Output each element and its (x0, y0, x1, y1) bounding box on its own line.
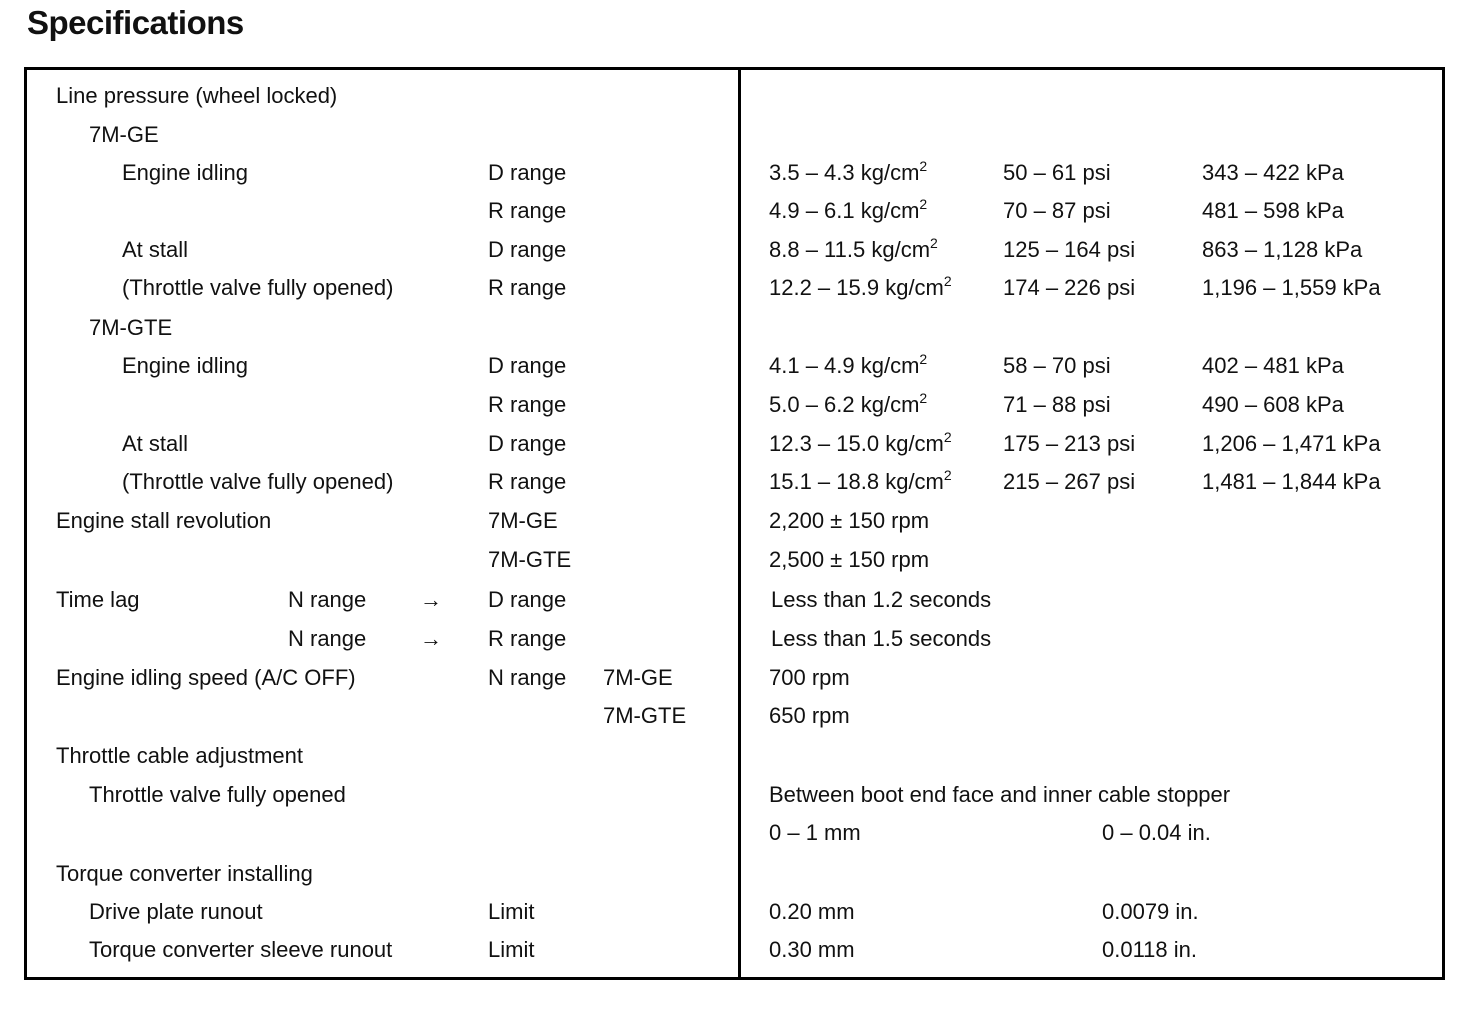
spec-cell (769, 547, 929, 573)
spec-cell-text: 7M-GE (488, 508, 558, 533)
spec-cell (1202, 237, 1362, 263)
spec-cell (488, 937, 534, 963)
superscript-exponent: 2 (943, 273, 952, 289)
spec-cell (769, 198, 927, 224)
spec-cell-text: 4.9 – 6.1 kg/cm (769, 198, 920, 223)
spec-cell (488, 431, 566, 457)
spec-cell-text: Limit (488, 899, 535, 924)
spec-cell (122, 353, 248, 379)
spec-cell (1202, 392, 1344, 418)
spec-cell (771, 587, 991, 613)
spec-cell-text: 174 – 226 psi (1003, 275, 1136, 300)
spec-cell (488, 237, 566, 263)
spec-cell-text: 0.20 mm (769, 899, 855, 924)
spec-cell-text: Throttle cable adjustment (56, 743, 304, 768)
superscript-exponent: 2 (919, 158, 928, 174)
spec-cell-text: R range (488, 469, 567, 494)
spec-cell (1003, 353, 1111, 379)
spec-cell-text: D range (488, 160, 567, 185)
spec-cell (488, 392, 566, 418)
spec-cell-text: 3.5 – 4.3 kg/cm (769, 160, 920, 185)
spec-cell-text: Torque converter sleeve runout (89, 937, 393, 962)
spec-cell-text: D range (488, 353, 567, 378)
spec-cell-text: 2,200 ± 150 rpm (769, 508, 930, 533)
spec-cell-text: R range (488, 275, 567, 300)
spec-cell-text: 1,481 – 1,844 kPa (1202, 469, 1381, 494)
spec-cell-text: R range (488, 198, 567, 223)
spec-cell-text: Engine stall revolution (56, 508, 272, 533)
spec-cell (769, 665, 850, 691)
spec-cell-text: 0 – 1 mm (769, 820, 861, 845)
spec-cell (488, 160, 566, 186)
spec-cell-text: → (420, 626, 442, 651)
spec-cell (769, 937, 855, 963)
spec-cell (488, 275, 566, 301)
spec-cell (488, 899, 534, 925)
spec-cell-text: R range (488, 626, 567, 651)
spec-cell (1003, 237, 1135, 263)
spec-cell-text: 490 – 608 kPa (1202, 392, 1344, 417)
spec-cell-text: 0 – 0.04 in. (1102, 820, 1211, 845)
spec-cell-text: 0.0079 in. (1102, 899, 1199, 924)
superscript-exponent: 2 (919, 351, 928, 367)
spec-cell-text: Line pressure (wheel locked) (56, 83, 338, 108)
spec-cell-text: 1,196 – 1,559 kPa (1202, 275, 1381, 300)
spec-cell-text: 7M-GTE (603, 703, 687, 728)
spec-cell (769, 508, 929, 534)
spec-cell (769, 782, 1230, 808)
spec-cell (122, 431, 188, 457)
spec-cell-text: 215 – 267 psi (1003, 469, 1136, 494)
spec-cell-text: Engine idling speed (A/C OFF) (56, 665, 356, 690)
spec-cell (56, 587, 140, 613)
spec-cell-text: 7M-GE (89, 122, 159, 147)
spec-cell (56, 508, 271, 534)
spec-cell (769, 392, 927, 418)
spec-cell-text: 7M-GTE (89, 315, 173, 340)
superscript-exponent: 2 (943, 467, 952, 483)
spec-cell (769, 237, 938, 263)
spec-cell-text: Limit (488, 937, 535, 962)
spec-cell-text: 481 – 598 kPa (1202, 198, 1344, 223)
spec-cell-text: 125 – 164 psi (1003, 237, 1136, 262)
spec-cell-text: D range (488, 587, 567, 612)
spec-cell (56, 83, 337, 109)
spec-cell-text: 71 – 88 psi (1003, 392, 1111, 417)
spec-cell (488, 508, 558, 534)
spec-cell-text: R range (488, 392, 567, 417)
spec-cell (1003, 431, 1135, 457)
superscript-exponent: 2 (930, 235, 938, 251)
spec-cell-text: N range (288, 587, 367, 612)
spec-cell (1003, 469, 1135, 495)
spec-cell-text: 7M-GTE (488, 547, 572, 572)
spec-cell-text: N range (288, 626, 367, 651)
spec-cell (1003, 275, 1135, 301)
spec-cell (1202, 353, 1344, 379)
spec-cell-text: D range (488, 237, 567, 262)
spec-cell (89, 315, 172, 341)
spec-cell-text: Time lag (56, 587, 140, 612)
spec-cell (1202, 198, 1344, 224)
column-divider (738, 67, 741, 980)
spec-cell (488, 665, 566, 691)
spec-cell (122, 275, 393, 301)
superscript-exponent: 2 (919, 196, 928, 212)
spec-cell-text: At stall (122, 431, 189, 456)
spec-cell-text: 8.8 – 11.5 kg/cm (769, 237, 931, 262)
spec-cell (488, 587, 566, 613)
spec-cell (56, 743, 303, 769)
spec-cell (56, 861, 313, 887)
spec-cell (1003, 160, 1111, 186)
spec-cell (122, 237, 188, 263)
spec-cell-text: (Throttle valve fully opened) (122, 275, 394, 300)
spec-cell (89, 122, 159, 148)
spec-cell (420, 626, 442, 652)
spec-cell-text: 15.1 – 18.8 kg/cm (769, 469, 944, 494)
spec-cell-text: Torque converter installing (56, 861, 313, 886)
spec-cell (603, 703, 686, 729)
spec-cell-text: (Throttle valve fully opened) (122, 469, 394, 494)
spec-cell-text: 70 – 87 psi (1003, 198, 1111, 223)
spec-cell-text: → (420, 587, 442, 612)
spec-cell (488, 198, 566, 224)
spec-cell-text: Between boot end face and inner cable stopper (769, 782, 1231, 807)
spec-cell-text: Less than 1.2 seconds (771, 587, 992, 612)
spec-cell (1202, 275, 1381, 301)
spec-cell (1202, 431, 1381, 457)
spec-cell (488, 469, 566, 495)
spec-cell (769, 431, 952, 457)
spec-cell (769, 469, 952, 495)
spec-cell-text: 4.1 – 4.9 kg/cm (769, 353, 920, 378)
spec-cell-text: 650 rpm (769, 703, 850, 728)
spec-cell-text: 7M-GE (603, 665, 673, 690)
spec-cell (769, 160, 927, 186)
spec-cell (769, 899, 855, 925)
spec-cell-text: 12.2 – 15.9 kg/cm (769, 275, 944, 300)
spec-cell (769, 275, 952, 301)
spec-cell (122, 160, 248, 186)
spec-cell (89, 782, 346, 808)
spec-cell-text: 1,206 – 1,471 kPa (1202, 431, 1381, 456)
spec-cell (771, 626, 991, 652)
spec-cell-text: 12.3 – 15.0 kg/cm (769, 431, 944, 456)
spec-cell (56, 665, 356, 691)
spec-cell-text: 0.30 mm (769, 937, 855, 962)
spec-cell (603, 665, 673, 691)
spec-cell (122, 469, 393, 495)
spec-cell (288, 587, 366, 613)
spec-cell-text: Less than 1.5 seconds (771, 626, 992, 651)
spec-cell (1003, 392, 1111, 418)
spec-cell-text: Throttle valve fully opened (89, 782, 346, 807)
spec-cell (420, 587, 442, 613)
spec-cell-text: D range (488, 431, 567, 456)
spec-cell-text: Engine idling (122, 353, 248, 378)
spec-cell (1102, 937, 1197, 963)
spec-cell (1003, 198, 1111, 224)
superscript-exponent: 2 (919, 390, 928, 406)
spec-cell-text: N range (488, 665, 567, 690)
spec-cell-text: 5.0 – 6.2 kg/cm (769, 392, 920, 417)
superscript-exponent: 2 (943, 429, 952, 445)
spec-cell (1202, 160, 1344, 186)
spec-cell-text: 863 – 1,128 kPa (1202, 237, 1363, 262)
spec-cell (488, 547, 571, 573)
spec-cell-text: 343 – 422 kPa (1202, 160, 1344, 185)
spec-cell-text: 700 rpm (769, 665, 850, 690)
spec-cell (769, 353, 927, 379)
spec-cell (769, 820, 861, 846)
spec-cell-text: 175 – 213 psi (1003, 431, 1136, 456)
page-title: Specifications (27, 4, 244, 41)
spec-cell-text: Drive plate runout (89, 899, 263, 924)
spec-cell (288, 626, 366, 652)
spec-cell-text: At stall (122, 237, 189, 262)
spec-cell (1202, 469, 1381, 495)
spec-cell (89, 899, 263, 925)
spec-cell-text: 402 – 481 kPa (1202, 353, 1344, 378)
spec-cell-text: 50 – 61 psi (1003, 160, 1111, 185)
spec-cell (1102, 899, 1199, 925)
spec-cell-text: 58 – 70 psi (1003, 353, 1111, 378)
spec-cell-text: Engine idling (122, 160, 248, 185)
spec-cell (769, 703, 850, 729)
spec-cell (488, 626, 566, 652)
spec-cell (89, 937, 392, 963)
spec-cell-text: 2,500 ± 150 rpm (769, 547, 930, 572)
spec-cell (1102, 820, 1211, 846)
spec-cell-text: 0.0118 in. (1102, 937, 1198, 962)
spec-cell (488, 353, 566, 379)
